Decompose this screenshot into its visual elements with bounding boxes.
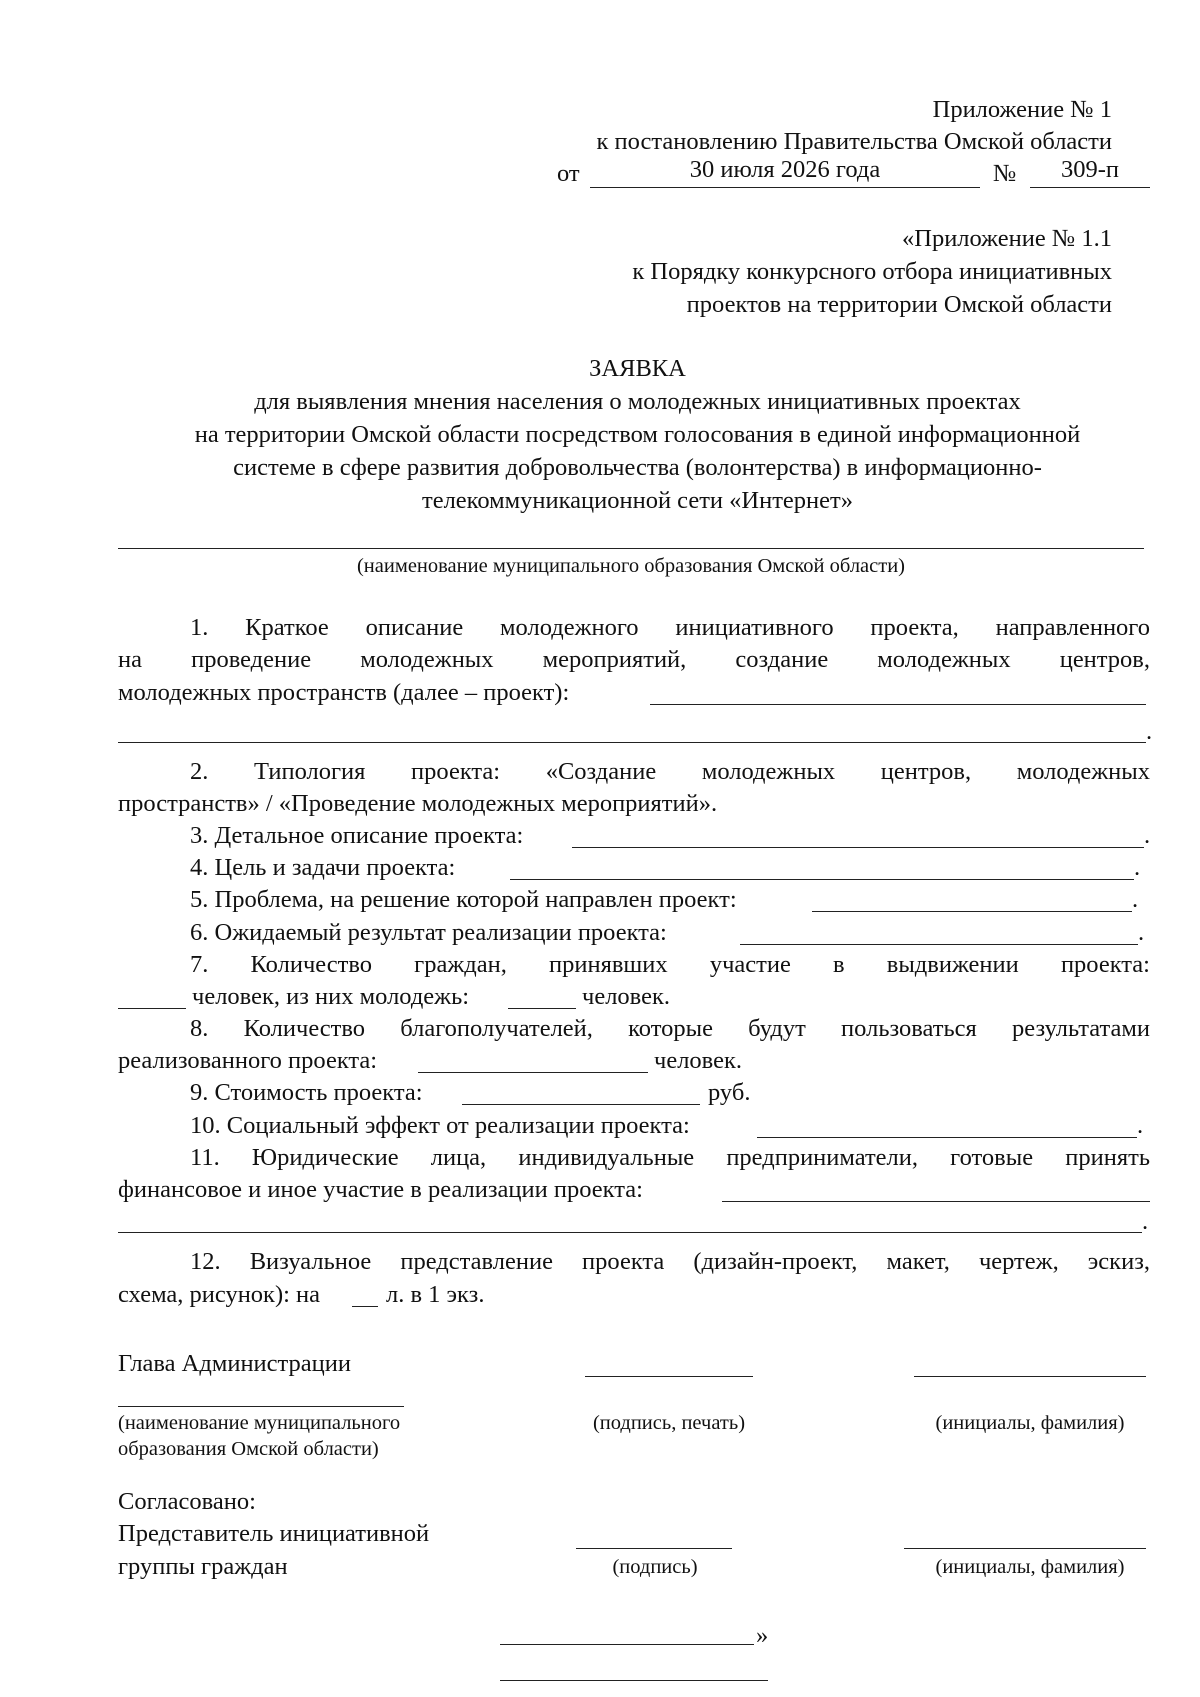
closing-line-1 <box>500 1644 754 1645</box>
initials-caption: (инициалы, фамилия) <box>935 1412 1125 1434</box>
item-3-answer-line <box>572 847 1144 848</box>
municipality-caption: (наименование муниципального образования Омской области) <box>356 555 905 577</box>
head-signature-line <box>585 1376 753 1377</box>
item-4-label: 4. Цель и задачи проекта: <box>190 854 456 881</box>
item-11-line2: финансовое и иное участие в реализации проекта: <box>118 1176 643 1203</box>
date-underline <box>590 187 980 188</box>
item-5-answer-line <box>812 911 1132 912</box>
sub-appendix-line3: проектов на территории Омской области <box>686 291 1112 318</box>
item-1-line2: на проведение молодежных мероприятий, создание молодежных центров, <box>118 646 1150 673</box>
item-1-answer-line <box>650 704 1146 705</box>
item-6-answer-line <box>740 944 1138 945</box>
representative-line2: группы граждан <box>118 1553 288 1580</box>
item-11-answer-line-2 <box>118 1232 1142 1233</box>
closing-quote: » <box>756 1622 769 1649</box>
initials-caption-2: (инициалы, фамилия) <box>935 1556 1125 1578</box>
resolution-date: 30 июля 2026 года <box>689 156 881 183</box>
head-caption-line1: (наименование муниципального <box>118 1412 401 1434</box>
number-label: № <box>993 160 1017 187</box>
item-8-line2a: реализованного проекта: <box>118 1047 378 1074</box>
title-line4: телекоммуникационной сети «Интернет» <box>421 487 853 514</box>
item-2-line2: пространств» / «Проведение молодежных мероприятий». <box>118 790 718 817</box>
item-6-label: 6. Ожидаемый результат реализации проекта: <box>190 919 667 946</box>
item-7-line2a: человек, из них молодежь: <box>192 983 470 1010</box>
item-7-citizens-count-line <box>118 1008 186 1009</box>
item-9-label: 9. Стоимость проекта: <box>190 1079 423 1106</box>
item-11-line1: 11. Юридические лица, индивидуальные предприниматели, готовые принять <box>190 1144 1150 1171</box>
municipality-name-line <box>118 548 1144 549</box>
item-3-period: . <box>1144 822 1151 849</box>
from-label: от <box>557 160 580 187</box>
item-12-line2b: л. в 1 экз. <box>386 1281 485 1308</box>
title-line1: для выявления мнения населения о молодежных инициативных проектах <box>254 388 1021 415</box>
item-12-sheets-count-line <box>352 1306 378 1307</box>
appendix-line: Приложение № 1 <box>932 96 1112 123</box>
item-12-line2a: схема, рисунок): на <box>118 1281 321 1308</box>
item-10-period: . <box>1137 1112 1144 1139</box>
item-11-period: . <box>1142 1208 1149 1235</box>
item-2-line1: 2. Типология проекта: «Создание молодежных центров, молодежных <box>190 758 1150 785</box>
sign-seal-caption: (подпись, печать) <box>592 1412 746 1434</box>
closing-line-2 <box>500 1680 768 1681</box>
representative-line1: Представитель инициативной <box>118 1520 430 1547</box>
head-caption-line2: образования Омской области) <box>118 1438 379 1460</box>
head-title: Глава Администрации <box>118 1350 352 1377</box>
item-8-line1: 8. Количество благополучателей, которые будут пользоваться результатами <box>190 1015 1150 1042</box>
sign-caption: (подпись) <box>612 1556 698 1578</box>
item-10-label: 10. Социальный эффект от реализации проекта: <box>190 1112 690 1139</box>
number-underline <box>1030 187 1150 188</box>
item-9-cost-line <box>462 1104 700 1105</box>
head-municipality-line <box>118 1406 404 1407</box>
item-8-line2b: человек. <box>654 1047 742 1074</box>
document-title: ЗАЯВКА <box>589 355 686 382</box>
item-1-answer-line-2 <box>118 742 1146 743</box>
item-5-period: . <box>1132 886 1139 913</box>
sub-appendix-line1: «Приложение № 1.1 <box>902 225 1112 252</box>
item-1-period: . <box>1146 718 1153 745</box>
sub-appendix-line2: к Порядку конкурсного отбора инициативных <box>632 258 1112 285</box>
resolution-number: 309-п <box>1060 156 1120 183</box>
item-3-label: 3. Детальное описание проекта: <box>190 822 524 849</box>
representative-signature-line <box>576 1548 732 1549</box>
item-7-line2b: человек. <box>582 983 670 1010</box>
title-line3: системе в сфере развития добровольчества (волонтерства) в информационно- <box>233 454 1042 481</box>
head-initials-line <box>914 1376 1146 1377</box>
item-4-period: . <box>1134 854 1141 881</box>
agreed-label: Согласовано: <box>118 1488 256 1515</box>
item-7-line1: 7. Количество граждан, принявших участие в выдвижении проекта: <box>190 951 1150 978</box>
item-7-youth-count-line <box>508 1008 576 1009</box>
title-line2: на территории Омской области посредством голосования в единой информационной <box>194 421 1081 448</box>
representative-initials-line <box>904 1548 1146 1549</box>
item-1-line1: 1. Краткое описание молодежного инициативного проекта, направленного <box>190 614 1150 641</box>
item-5-label: 5. Проблема, на решение которой направлен проект: <box>190 886 737 913</box>
item-8-beneficiaries-line <box>418 1072 648 1073</box>
item-12-line1: 12. Визуальное представление проекта (дизайн-проект, макет, чертеж, эскиз, <box>190 1248 1150 1275</box>
item-1-line3: молодежных пространств (далее – проект): <box>118 679 570 706</box>
resolution-line: к постановлению Правительства Омской области <box>596 128 1112 155</box>
item-6-period: . <box>1138 919 1145 946</box>
item-9-currency: руб. <box>708 1079 751 1106</box>
item-10-answer-line <box>757 1137 1137 1138</box>
item-11-answer-line <box>722 1201 1150 1202</box>
item-4-answer-line <box>510 879 1134 880</box>
